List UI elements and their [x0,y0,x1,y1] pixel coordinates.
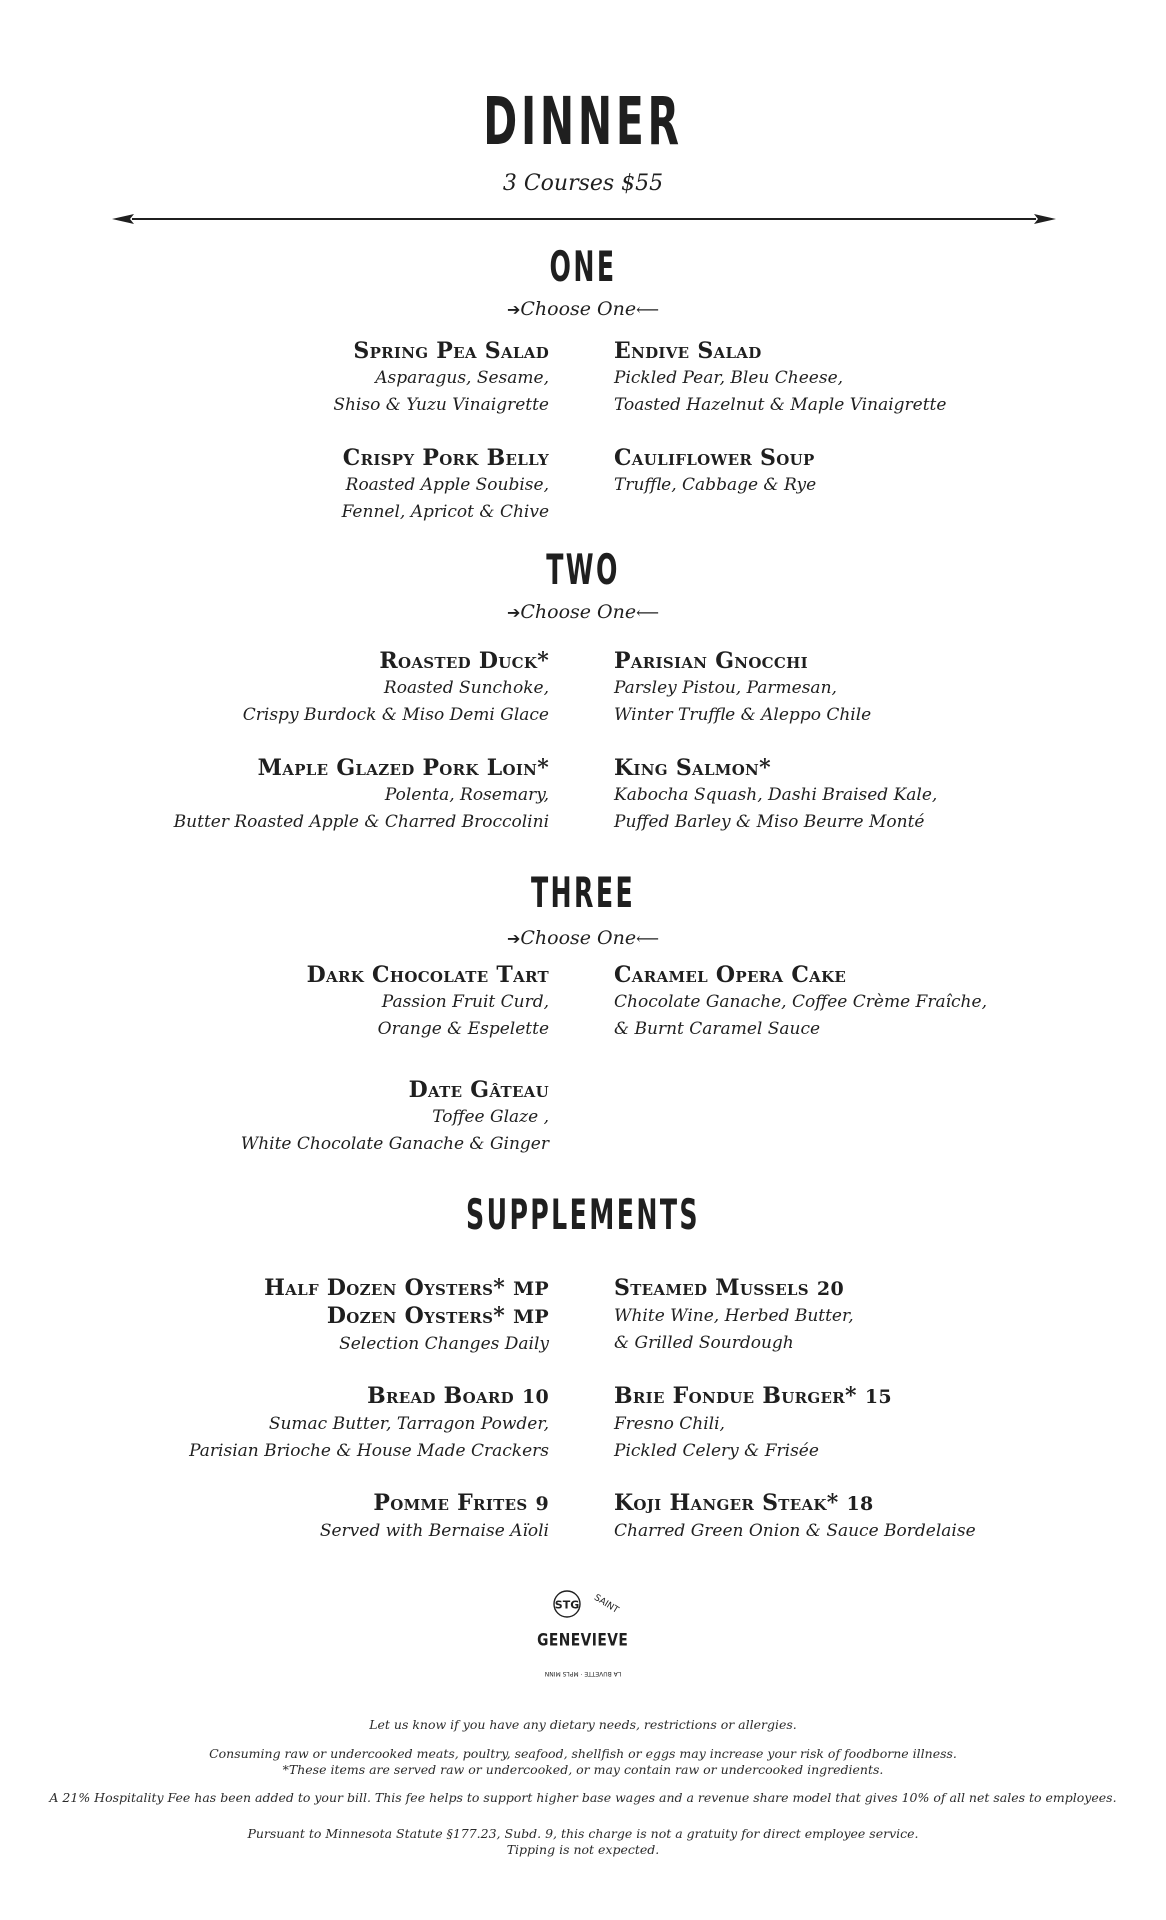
item-price: MP [513,1278,549,1300]
item-name: Date Gâteau [408,1077,549,1103]
right-arrow-icon: ➔ [506,603,521,622]
item-desc: & Burnt Caramel Sauce [614,1019,821,1039]
raw-items-note: *These items are served raw or undercooked, or may contain raw or undercooked ingredients. [282,1762,884,1777]
menu-item [614,1490,976,1545]
item-desc: Shiso & Yuzu Vinaigrette [333,395,549,415]
logo-name: GENEVIEVE [537,1630,629,1650]
food-safety-note: Consuming raw or undercooked meats, poultry, seafood, shellfish or eggs may increase your risk of foodborne illness. [209,1746,957,1761]
item-price: 18 [846,1493,874,1515]
item-name: King Salmon* [614,755,771,781]
item-desc: Roasted Apple Soubise, [345,475,549,495]
item-desc: Polenta, Rosemary, [384,785,549,805]
item-desc: Roasted Sunchoke, [383,678,549,698]
item-name-text: Brie Fondue Burger* [614,1383,857,1409]
item-desc: Parsley Pistou, Parmesan, [614,678,837,698]
menu-item [614,1275,854,1357]
item-name-text: Koji Hanger Steak* [614,1490,839,1516]
item-price: 15 [864,1386,892,1408]
course-one-choose [0,297,1166,322]
item-name: Spring Pea Salad [353,338,549,364]
item-desc: Truffle, Cabbage & Rye [614,475,817,495]
menu-item [342,445,549,526]
menu-item [614,445,816,499]
right-arrow-icon: ➔ [506,300,521,319]
item-desc: White Chocolate Ganache & Ginger [240,1134,549,1154]
item-desc: Fresno Chili, [614,1414,725,1434]
item-desc: Puffed Barley & Miso Beurre Monté [614,812,925,832]
item-price: 9 [535,1493,549,1515]
item-desc: Fennel, Apricot & Chive [341,502,549,522]
item-desc: Butter Roasted Apple & Charred Broccolini [173,812,549,832]
right-arrow-icon: ➔ [506,929,521,948]
menu-item [614,338,946,419]
item-desc: Served with Bernaise Aïoli [319,1521,549,1541]
item-desc: Pickled Celery & Frisée [614,1441,819,1461]
left-arrow-icon: ⟵ [636,603,660,622]
menu-item [189,1383,549,1465]
logo-bottom-text: LA BUVETTE · MPLS MINN [544,1670,622,1677]
item-name-text: Pomme Frites [373,1490,528,1516]
item-desc: Parisian Brioche & House Made Crackers [189,1441,549,1461]
menu-item [264,1275,549,1358]
page-title: DINNER [483,83,683,160]
menu-item [174,755,549,836]
item-name [614,1275,854,1303]
choose-label: Choose One [520,927,637,949]
item-desc: Toffee Glaze , [432,1107,549,1127]
item-name-text: Dozen Oysters* [326,1303,506,1329]
item-name: Cauliflower Soup [614,445,815,471]
item-name [264,1303,549,1331]
price-subtitle: 3 Courses $55 [502,171,664,196]
course-three-choose [0,926,1166,951]
item-name [264,1275,549,1303]
item-name [320,1490,549,1518]
item-name [614,1490,976,1518]
item-name [189,1383,549,1411]
item-price: MP [513,1306,549,1328]
saint-genevieve-logo [533,1588,633,1700]
item-price: 20 [816,1278,844,1300]
item-desc: Toasted Hazelnut & Maple Vinaigrette [614,395,947,415]
item-name: Parisian Gnocchi [614,648,808,674]
item-name-text: Half Dozen Oysters* [264,1275,506,1301]
item-desc: Charred Green Onion & Sauce Bordelaise [614,1521,976,1541]
left-arrow-icon: ⟵ [636,300,660,319]
statute-note: Pursuant to Minnesota Statute §177.23, Subd. 9, this charge is not a gratuity for direct employee service. [247,1826,919,1841]
item-name: Roasted Duck* [379,648,549,674]
course-one-title: ONE [549,242,617,291]
item-name: Dark Chocolate Tart [306,962,549,988]
item-name-text: Steamed Mussels [614,1275,809,1301]
item-desc: Kabocha Squash, Dashi Braised Kale, [614,785,938,805]
menu-item [320,1490,549,1545]
item-name-text: Bread Board [367,1383,514,1409]
item-desc: Chocolate Ganache, Coffee Crème Fraîche, [614,992,987,1012]
menu-item [614,1383,892,1465]
item-desc: & Grilled Sourdough [614,1333,794,1353]
menu-item [614,962,987,1043]
item-desc: Crispy Burdock & Miso Demi Glace [242,705,549,725]
item-desc: Passion Fruit Curd, [381,992,549,1012]
course-two-choose [0,600,1166,625]
item-price: 10 [521,1386,549,1408]
item-desc: Asparagus, Sesame, [375,368,549,388]
item-name: Endive Salad [614,338,762,364]
allergy-note: Let us know if you have any dietary needs, restrictions or allergies. [369,1717,797,1732]
item-desc: Orange & Espelette [377,1019,549,1039]
course-three-title: THREE [530,868,636,917]
item-name: Crispy Pork Belly [342,445,549,471]
header-divider [112,212,1056,226]
menu-item [614,648,871,729]
supplements-title: SUPPLEMENTS [466,1190,700,1239]
logo-top-text: SAINT [591,1592,621,1616]
choose-label: Choose One [520,601,637,623]
item-name [614,1383,892,1411]
item-name: Caramel Opera Cake [614,962,847,988]
menu-item [307,962,549,1043]
item-desc: White Wine, Herbed Butter, [614,1306,854,1326]
left-arrow-icon: ⟵ [636,929,660,948]
menu-item [241,1077,549,1158]
course-two-title: TWO [546,545,620,594]
menu-item [333,338,549,419]
hospitality-fee-note: A 21% Hospitality Fee has been added to your bill. This fee helps to support higher base wages and a revenue share model that gives 10% of all net sales to employees. [49,1790,1117,1805]
tipping-note: Tipping is not expected. [506,1842,660,1857]
logo-monogram: STG [554,1598,580,1612]
item-name: Maple Glazed Pork Loin* [257,755,549,781]
menu-item [614,755,937,836]
item-desc: Pickled Pear, Bleu Cheese, [614,368,844,388]
item-desc: Winter Truffle & Aleppo Chile [614,705,872,725]
item-desc: Selection Changes Daily [339,1334,549,1354]
choose-label: Choose One [520,298,637,320]
menu-item [243,648,549,729]
item-desc: Sumac Butter, Tarragon Powder, [268,1414,549,1434]
